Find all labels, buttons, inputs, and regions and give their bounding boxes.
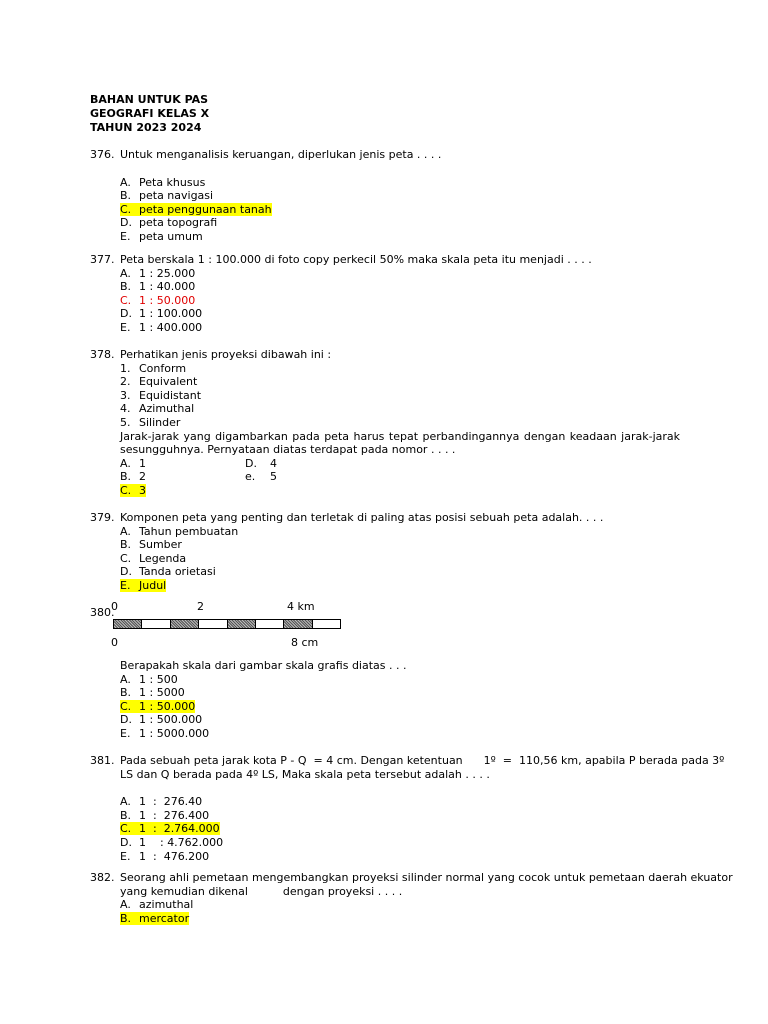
header-line-2: GEOGRAFI KELAS X (90, 107, 210, 120)
question-text: Berapakah skala dari gambar skala grafis diatas . . . (120, 659, 407, 672)
question-statement: Jarak-jarak yang digambarkan pada peta harus tepat perbandingannya dengan keadaan jarak-jarak sesungguhnya. Pernyataan diatas terdapat pada nomor . . . . (120, 429, 680, 457)
question-377 (90, 253, 680, 335)
option-c-answer: C. 1 : 50.000 (120, 293, 196, 307)
options-row (120, 457, 680, 471)
option-b: B. Sumber (120, 538, 182, 552)
option-b: B. 1 : 276.400 (120, 808, 210, 822)
option-a: A. 1 : 25.000 (120, 266, 196, 280)
scale-label-top-4km: 4 km (287, 600, 315, 613)
option-c: C. Legenda (120, 551, 187, 565)
question-number: 379. (90, 511, 115, 524)
document-header (90, 93, 209, 135)
question-number: 382. (90, 871, 115, 884)
question-381 (90, 754, 725, 863)
option-a: A. 1 : 500 (120, 672, 178, 686)
scale-segment (256, 620, 284, 628)
option-e: E. 1 : 5000.000 (120, 726, 210, 740)
option-e: E. peta umum (120, 229, 203, 243)
options-row (120, 470, 680, 484)
question-379 (90, 511, 680, 593)
option-a: A. 1 : 276.40 (120, 795, 203, 809)
option-d: D. 1 : 500.000 (120, 713, 203, 727)
question-text-line-2: yang kemudian dikenal dengan proyeksi . . . . (120, 884, 403, 898)
option-c-answer: C. 3 (120, 483, 146, 497)
question-number: 380. (90, 606, 115, 619)
scale-segment (199, 620, 227, 628)
scale-bar (113, 619, 341, 629)
question-number: 378. (90, 348, 115, 361)
question-text: Peta berskala 1 : 100.000 di foto copy perkecil 50% maka skala peta itu menjadi . . . . (120, 253, 592, 266)
scale-segment (284, 620, 312, 628)
question-text: Untuk menganalisis keruangan, diperlukan jenis peta . . . . (120, 148, 442, 161)
option-a: A. Peta khusus (120, 175, 206, 189)
scale-segment (171, 620, 199, 628)
option-e: E. 1 : 400.000 (120, 320, 203, 334)
question-376 (90, 148, 680, 244)
option-b: B. 1 : 5000 (120, 686, 185, 700)
graphic-scale-figure (90, 600, 390, 650)
scale-segment (228, 620, 256, 628)
options-list (120, 795, 680, 863)
projection-list (120, 362, 680, 430)
options-list (120, 673, 680, 741)
option-e: E. 1 : 476.200 (120, 849, 210, 863)
option-b: B. 2 (120, 470, 146, 484)
option-e: e. 5 (245, 470, 277, 484)
options-list (120, 898, 680, 925)
option-d: D. 1 : 4.762.000 (120, 835, 224, 849)
list-item: 4. Azimuthal (120, 402, 195, 416)
option-d: D. Tanda orietasi (120, 565, 216, 579)
question-text-line-2: LS dan Q berada pada 4º LS, Maka skala peta tersebut adalah . . . . (120, 767, 490, 781)
scale-segment (142, 620, 170, 628)
scale-segment (313, 620, 340, 628)
header-line-1: BAHAN UNTUK PAS (90, 93, 209, 106)
question-text-line-1: Seorang ahli pemetaan mengembangkan proyeksi silinder normal yang cocok untuk pemetaan daerah ekuator (120, 871, 733, 884)
question-378 (90, 348, 680, 498)
option-c-answer: C. 1 : 50.000 (120, 699, 196, 713)
question-text: Perhatikan jenis proyeksi dibawah ini : (120, 348, 332, 361)
options-list (120, 525, 680, 593)
question-number: 381. (90, 754, 115, 767)
option-d: D. peta topografi (120, 216, 218, 230)
list-item: 2. Equivalent (120, 375, 198, 389)
question-text-line-1: Pada sebuah peta jarak kota P - Q = 4 cm. Dengan ketentuan 1º = 110,56 km, apabila P berada pada 3º (120, 754, 725, 767)
header-line-3: TAHUN 2023 2024 (90, 121, 202, 134)
option-d: D. 1 : 100.000 (120, 307, 203, 321)
option-d: D. 4 (245, 456, 277, 470)
options-list (120, 457, 680, 498)
option-a: A. azimuthal (120, 898, 194, 912)
option-e-answer: E. Judul (120, 578, 167, 592)
question-380 (90, 659, 680, 741)
list-item: 3. Equidistant (120, 388, 202, 402)
options-row (120, 484, 680, 498)
option-b-answer: B. mercator (120, 911, 190, 925)
scale-label-bottom-8cm: 8 cm (291, 636, 319, 649)
option-c-answer: C. 1 : 2.764.000 (120, 822, 220, 836)
scale-label-top-2: 2 (197, 600, 204, 613)
list-item: 1. Conform (120, 361, 187, 375)
option-a: A. Tahun pembuatan (120, 524, 239, 538)
question-text: Komponen peta yang penting dan terletak di paling atas posisi sebuah peta adalah. . . . (120, 511, 604, 524)
list-item: 5. Silinder (120, 415, 181, 429)
question-number: 376. (90, 148, 115, 161)
scale-label-top-0: 0 (111, 600, 118, 613)
question-382 (90, 871, 733, 925)
scale-segment (114, 620, 142, 628)
option-b: B. peta navigasi (120, 189, 214, 203)
options-list (120, 267, 680, 335)
option-a: A. 1 (120, 456, 146, 470)
options-list (120, 176, 680, 244)
option-b: B. 1 : 40.000 (120, 280, 196, 294)
question-number: 377. (90, 253, 115, 266)
scale-label-bottom-0: 0 (111, 636, 118, 649)
option-c-answer: C. peta penggunaan tanah (120, 202, 272, 216)
